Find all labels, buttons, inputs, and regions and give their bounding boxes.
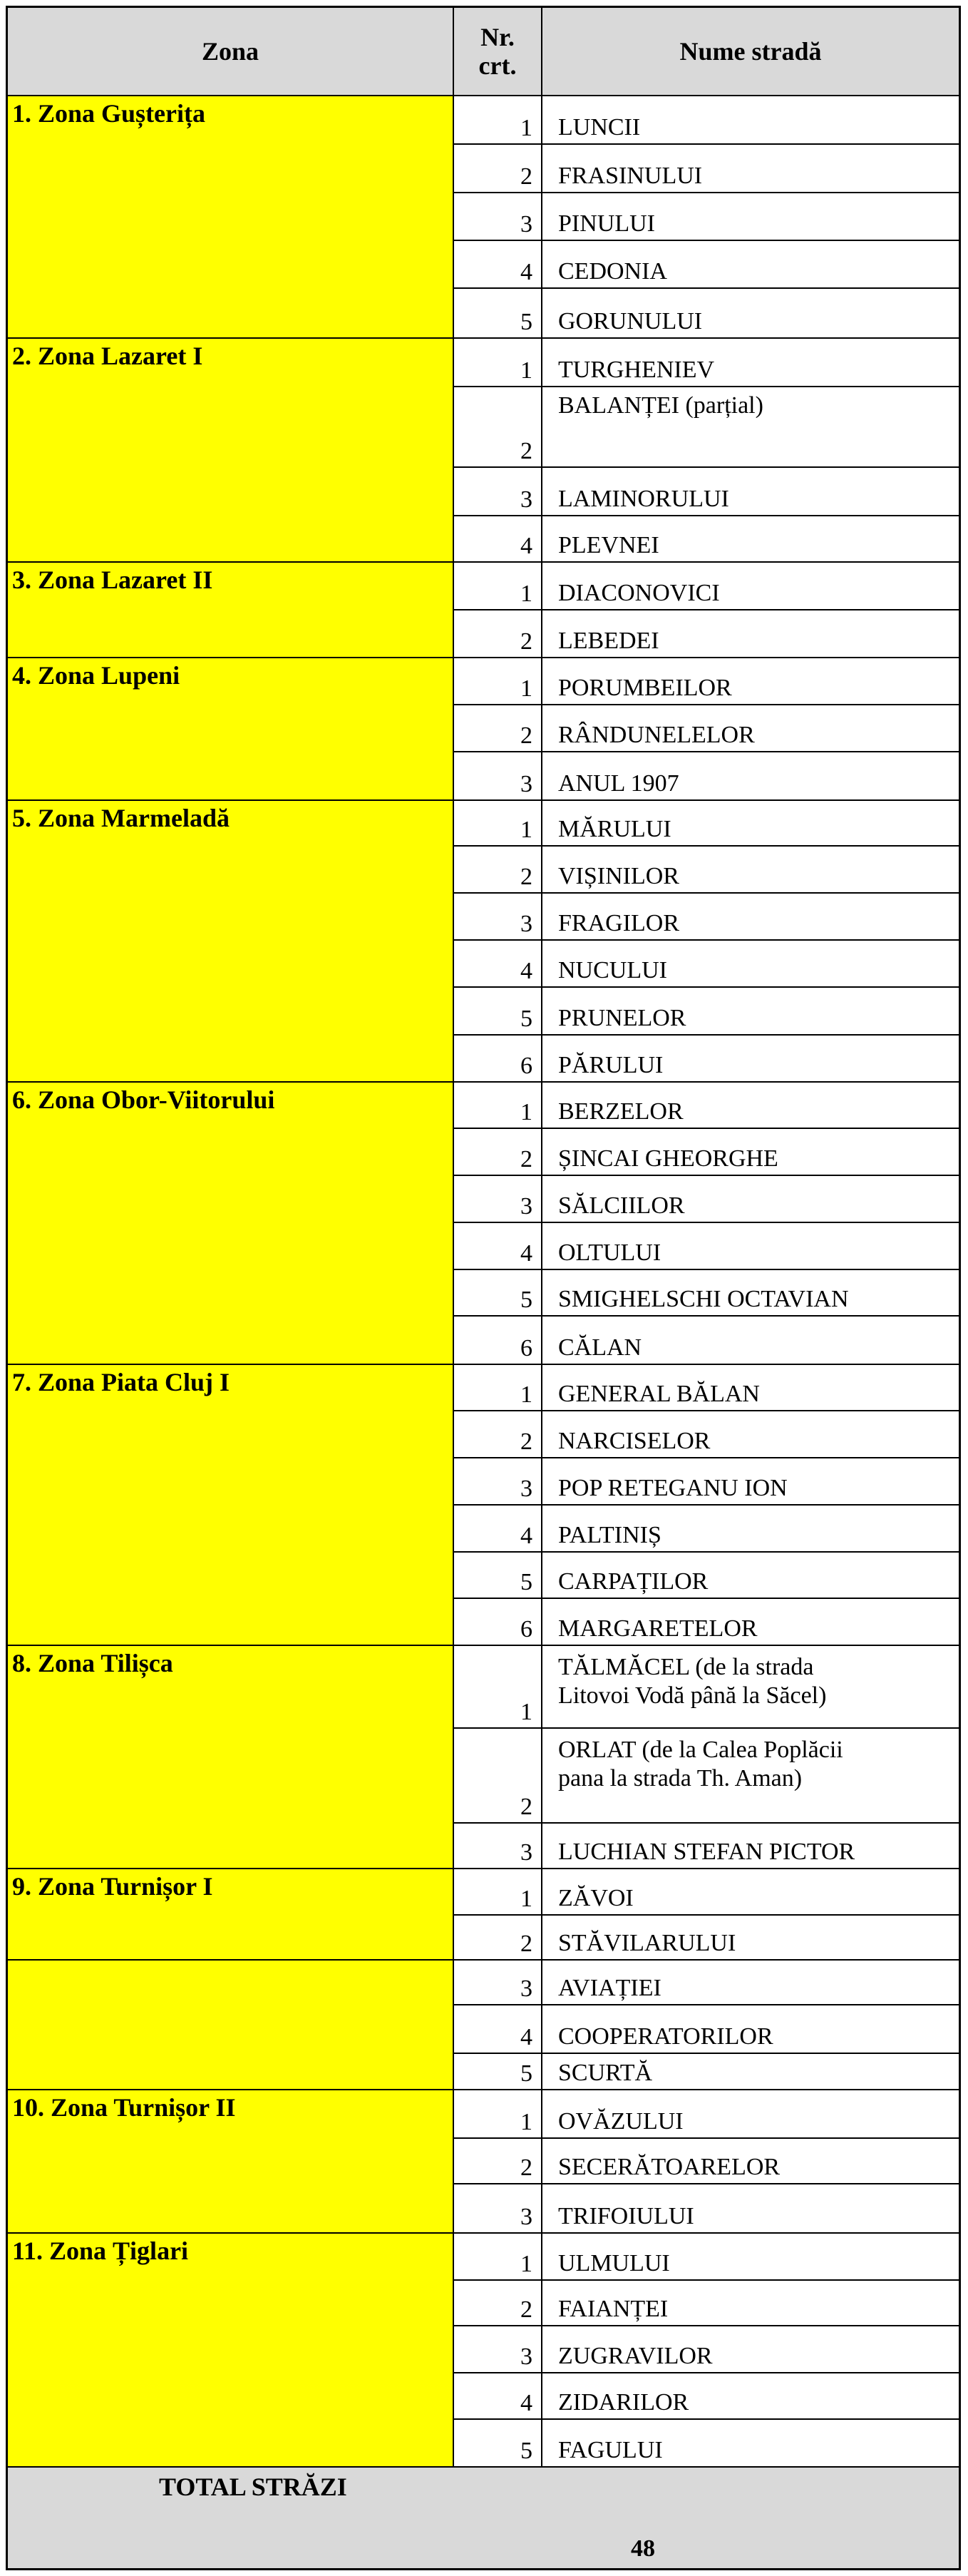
row-number: 4: [453, 939, 541, 986]
street-name: PINULUI: [541, 192, 959, 240]
street-name: BALANȚEI (parțial): [541, 386, 959, 466]
zone-label: [8, 1959, 453, 2089]
street-name: CARPAȚILOR: [541, 1551, 959, 1598]
street-name: CEDONIA: [541, 240, 959, 287]
row-number: 3: [453, 1822, 541, 1868]
row-number: 1: [453, 799, 541, 845]
zone-label: 8. Zona Tilișca: [8, 1645, 453, 1868]
street-name: OVĂZULUI: [541, 2089, 959, 2137]
street-name: PRUNELOR: [541, 986, 959, 1034]
zone-label: 6. Zona Obor-Viitorului: [8, 1081, 453, 1364]
row-number: 3: [453, 1457, 541, 1504]
row-number: 1: [453, 2232, 541, 2279]
row-number: 2: [453, 704, 541, 751]
street-name: SECERĂTOARELOR: [541, 2137, 959, 2183]
row-number: 4: [453, 2004, 541, 2053]
streets-table: [6, 6, 961, 2570]
header-nr-crt: Nr. crt.: [453, 8, 541, 95]
street-name: GENERAL BĂLAN: [541, 1364, 959, 1410]
street-name: LEBEDEI: [541, 609, 959, 657]
street-name: SMIGHELSCHI OCTAVIAN: [541, 1269, 959, 1315]
zone-label: 7. Zona Piata Cluj I: [8, 1364, 453, 1645]
zone-label: 10. Zona Turnișor II: [8, 2089, 453, 2232]
zone-label: 5. Zona Marmeladă: [8, 799, 453, 1081]
header-nume-strada: Nume stradă: [541, 8, 959, 95]
street-name: ZIDARILOR: [541, 2372, 959, 2418]
zone-label: 2. Zona Lazaret I: [8, 337, 453, 561]
street-name: COOPERATORILOR: [541, 2004, 959, 2053]
zone-label: 9. Zona Turnișor I: [8, 1868, 453, 1959]
street-name: ȘINCAI GHEORGHE: [541, 1128, 959, 1175]
zone-label: 11. Zona Țiglari: [8, 2232, 453, 2466]
row-number: 5: [453, 2053, 541, 2089]
row-number: 4: [453, 240, 541, 287]
street-name: CĂLAN: [541, 1315, 959, 1364]
zone-label: 4. Zona Lupeni: [8, 657, 453, 799]
street-name: PORUMBEILOR: [541, 657, 959, 704]
street-name: ZUGRAVILOR: [541, 2325, 959, 2372]
street-name: PĂRULUI: [541, 1034, 959, 1081]
row-number: 5: [453, 2418, 541, 2466]
row-number: 2: [453, 1410, 541, 1457]
row-number: 6: [453, 1315, 541, 1364]
street-name: LAMINORULUI: [541, 466, 959, 515]
row-number: 1: [453, 1081, 541, 1128]
street-name: MĂRULUI: [541, 799, 959, 845]
street-name: NUCULUI: [541, 939, 959, 986]
row-number: 3: [453, 751, 541, 799]
row-number: 3: [453, 466, 541, 515]
street-name: MARGARETELOR: [541, 1598, 959, 1645]
row-number: 5: [453, 1269, 541, 1315]
street-name: FAIANȚEI: [541, 2279, 959, 2325]
street-name: STĂVILARULUI: [541, 1914, 959, 1959]
row-number: 4: [453, 515, 541, 561]
zone-label: 1. Zona Gușterița: [8, 95, 453, 337]
row-number: 3: [453, 2325, 541, 2372]
street-name: ORLAT (de la Calea Poplăcii pana la strada Th. Aman): [541, 1727, 959, 1822]
street-name: LUCHIAN STEFAN PICTOR: [541, 1822, 959, 1868]
row-number: 1: [453, 1645, 541, 1727]
street-name: AVIAȚIEI: [541, 1959, 959, 2004]
row-number: 5: [453, 986, 541, 1034]
street-name: PALTINIȘ: [541, 1504, 959, 1551]
row-number: 3: [453, 192, 541, 240]
row-number: 1: [453, 95, 541, 143]
header-zona: Zona: [8, 8, 453, 95]
total-value: 48: [541, 2466, 959, 2568]
row-number: 6: [453, 1598, 541, 1645]
row-number: 5: [453, 1551, 541, 1598]
row-number: 2: [453, 845, 541, 892]
row-number: 2: [453, 609, 541, 657]
street-name: FRASINULUI: [541, 143, 959, 192]
street-name: GORUNULUI: [541, 287, 959, 337]
row-number: 1: [453, 657, 541, 704]
street-name: DIACONOVICI: [541, 561, 959, 609]
street-name: ZĂVOI: [541, 1868, 959, 1914]
street-name: VIȘINILOR: [541, 845, 959, 892]
row-number: 1: [453, 561, 541, 609]
street-name: PLEVNEI: [541, 515, 959, 561]
street-name: SĂLCIILOR: [541, 1175, 959, 1222]
street-name: NARCISELOR: [541, 1410, 959, 1457]
street-name: OLTULUI: [541, 1222, 959, 1269]
street-name: RÂNDUNELELOR: [541, 704, 959, 751]
row-number: 2: [453, 2137, 541, 2183]
row-number: 2: [453, 386, 541, 466]
row-number: 2: [453, 1128, 541, 1175]
street-name: TRIFOIULUI: [541, 2183, 959, 2232]
street-name: ANUL 1907: [541, 751, 959, 799]
street-name: ULMULUI: [541, 2232, 959, 2279]
street-name: SCURTĂ: [541, 2053, 959, 2089]
street-name: LUNCII: [541, 95, 959, 143]
row-number: 1: [453, 1364, 541, 1410]
street-name: TĂLMĂCEL (de la strada Litovoi Vodă până la Săcel): [541, 1645, 959, 1727]
row-number: 2: [453, 1914, 541, 1959]
row-number: 3: [453, 1959, 541, 2004]
row-number: 6: [453, 1034, 541, 1081]
row-number: 5: [453, 287, 541, 337]
street-name: FRAGILOR: [541, 892, 959, 939]
street-name: BERZELOR: [541, 1081, 959, 1128]
street-name: TURGHENIEV: [541, 337, 959, 386]
total-label: TOTAL STRĂZI: [8, 2466, 541, 2568]
row-number: 4: [453, 1504, 541, 1551]
row-number: 3: [453, 892, 541, 939]
row-number: 3: [453, 2183, 541, 2232]
street-name: POP RETEGANU ION: [541, 1457, 959, 1504]
row-number: 3: [453, 1175, 541, 1222]
row-number: 2: [453, 1727, 541, 1822]
street-name: FAGULUI: [541, 2418, 959, 2466]
row-number: 1: [453, 1868, 541, 1914]
row-number: 2: [453, 2279, 541, 2325]
row-number: 1: [453, 2089, 541, 2137]
zone-label: 3. Zona Lazaret II: [8, 561, 453, 657]
row-number: 4: [453, 2372, 541, 2418]
row-number: 2: [453, 143, 541, 192]
row-number: 4: [453, 1222, 541, 1269]
row-number: 1: [453, 337, 541, 386]
